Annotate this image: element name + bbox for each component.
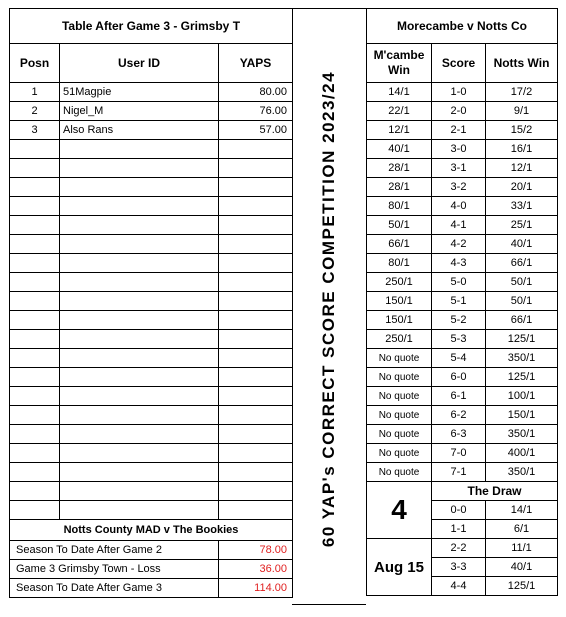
odds-row xyxy=(367,159,558,178)
score-cell: 2-0 xyxy=(432,102,486,121)
odds-row xyxy=(367,254,558,273)
score-cell: 6-1 xyxy=(432,387,486,406)
home-win-odds: 12/1 xyxy=(367,121,432,140)
summary-row xyxy=(10,579,293,598)
user-id-cell: Also Rans xyxy=(60,121,219,140)
empty-row xyxy=(10,387,293,406)
summary-value: 114.00 xyxy=(219,579,293,598)
empty-row xyxy=(10,311,293,330)
user-id-cell: 51Magpie xyxy=(60,83,219,102)
home-win-odds: 50/1 xyxy=(367,216,432,235)
draw-odds: 40/1 xyxy=(486,558,558,577)
odds-row xyxy=(367,292,558,311)
empty-cell xyxy=(60,425,219,444)
summary-label: Season To Date After Game 2 xyxy=(10,541,219,560)
score-cell: 7-0 xyxy=(432,444,486,463)
empty-row xyxy=(10,463,293,482)
header-away-win: Notts Win xyxy=(486,44,558,83)
empty-cell xyxy=(10,159,60,178)
away-win-odds: 66/1 xyxy=(486,311,558,330)
draw-score: 1-1 xyxy=(432,520,486,539)
odds-table xyxy=(366,8,558,596)
odds-row xyxy=(367,121,558,140)
empty-cell xyxy=(60,463,219,482)
draw-score: 0-0 xyxy=(432,501,486,520)
away-win-odds: 100/1 xyxy=(486,387,558,406)
header-score: Score xyxy=(432,44,486,83)
table-row xyxy=(10,121,293,140)
header-home-win: M'cambe Win xyxy=(367,44,432,83)
home-win-odds: 250/1 xyxy=(367,273,432,292)
home-win-odds: 80/1 xyxy=(367,197,432,216)
empty-cell xyxy=(60,311,219,330)
home-win-odds: 28/1 xyxy=(367,178,432,197)
empty-cell xyxy=(219,254,293,273)
empty-row xyxy=(10,482,293,501)
odds-row xyxy=(367,140,558,159)
home-win-odds: 66/1 xyxy=(367,235,432,254)
empty-cell xyxy=(219,311,293,330)
header-yaps: YAPS xyxy=(219,44,293,83)
table-row xyxy=(10,102,293,121)
empty-cell xyxy=(219,178,293,197)
score-cell: 7-1 xyxy=(432,463,486,482)
empty-cell xyxy=(219,159,293,178)
away-win-odds: 50/1 xyxy=(486,292,558,311)
score-cell: 5-0 xyxy=(432,273,486,292)
empty-cell xyxy=(10,482,60,501)
empty-row xyxy=(10,216,293,235)
score-cell: 4-1 xyxy=(432,216,486,235)
home-win-odds: 80/1 xyxy=(367,254,432,273)
away-win-odds: 17/2 xyxy=(486,83,558,102)
score-cell: 6-3 xyxy=(432,425,486,444)
empty-cell xyxy=(219,330,293,349)
empty-cell xyxy=(219,140,293,159)
empty-cell xyxy=(219,273,293,292)
odds-row xyxy=(367,311,558,330)
draw-score: 4-4 xyxy=(432,577,486,596)
competition-banner xyxy=(292,8,366,605)
empty-cell xyxy=(10,235,60,254)
score-cell: 5-1 xyxy=(432,292,486,311)
empty-cell xyxy=(10,501,60,520)
bookies-section-title: Notts County MAD v The Bookies xyxy=(10,520,293,541)
empty-row xyxy=(10,254,293,273)
odds-row xyxy=(367,463,558,482)
user-id-cell: Nigel_M xyxy=(60,102,219,121)
table-row xyxy=(10,83,293,102)
empty-cell xyxy=(60,406,219,425)
position-cell: 1 xyxy=(10,83,60,102)
empty-cell xyxy=(60,330,219,349)
empty-cell xyxy=(60,482,219,501)
away-win-odds: 33/1 xyxy=(486,197,558,216)
empty-row xyxy=(10,197,293,216)
empty-cell xyxy=(60,273,219,292)
position-cell: 2 xyxy=(10,102,60,121)
empty-cell xyxy=(10,425,60,444)
empty-row xyxy=(10,406,293,425)
empty-cell xyxy=(219,425,293,444)
draw-title: The Draw xyxy=(432,482,558,501)
odds-row xyxy=(367,273,558,292)
score-cell: 5-4 xyxy=(432,349,486,368)
odds-row xyxy=(367,425,558,444)
away-win-odds: 25/1 xyxy=(486,216,558,235)
away-win-odds: 350/1 xyxy=(486,349,558,368)
away-win-odds: 12/1 xyxy=(486,159,558,178)
away-win-odds: 9/1 xyxy=(486,102,558,121)
score-cell: 3-0 xyxy=(432,140,486,159)
yaps-cell: 80.00 xyxy=(219,83,293,102)
score-cell: 5-2 xyxy=(432,311,486,330)
empty-cell xyxy=(219,406,293,425)
empty-row xyxy=(10,273,293,292)
away-win-odds: 125/1 xyxy=(486,330,558,349)
empty-cell xyxy=(10,254,60,273)
empty-cell xyxy=(10,349,60,368)
empty-row xyxy=(10,292,293,311)
empty-cell xyxy=(219,197,293,216)
away-win-odds: 50/1 xyxy=(486,273,558,292)
banner-title: 60 YAP's CORRECT SCORE COMPETITION 2023/24 xyxy=(319,70,338,548)
away-win-odds: 350/1 xyxy=(486,425,558,444)
empty-cell xyxy=(60,349,219,368)
empty-cell xyxy=(219,463,293,482)
empty-cell xyxy=(60,387,219,406)
odds-row xyxy=(367,387,558,406)
empty-cell xyxy=(60,501,219,520)
empty-row xyxy=(10,330,293,349)
odds-row xyxy=(367,330,558,349)
home-win-odds: No quote xyxy=(367,406,432,425)
yaps-cell: 57.00 xyxy=(219,121,293,140)
empty-row xyxy=(10,501,293,520)
draw-score: 3-3 xyxy=(432,558,486,577)
score-cell: 2-1 xyxy=(432,121,486,140)
score-cell: 4-0 xyxy=(432,197,486,216)
empty-cell xyxy=(219,387,293,406)
odds-row xyxy=(367,406,558,425)
empty-cell xyxy=(10,273,60,292)
empty-cell xyxy=(10,406,60,425)
away-win-odds: 15/2 xyxy=(486,121,558,140)
away-win-odds: 150/1 xyxy=(486,406,558,425)
empty-row xyxy=(10,425,293,444)
empty-row xyxy=(10,368,293,387)
summary-label: Game 3 Grimsby Town - Loss xyxy=(10,560,219,579)
header-posn: Posn xyxy=(10,44,60,83)
home-win-odds: 150/1 xyxy=(367,292,432,311)
draw-row xyxy=(367,539,558,558)
draw-score: 2-2 xyxy=(432,539,486,558)
empty-cell xyxy=(10,368,60,387)
home-win-odds: 250/1 xyxy=(367,330,432,349)
score-cell: 1-0 xyxy=(432,83,486,102)
empty-cell xyxy=(60,140,219,159)
away-win-odds: 350/1 xyxy=(486,463,558,482)
home-win-odds: 22/1 xyxy=(367,102,432,121)
score-cell: 6-2 xyxy=(432,406,486,425)
empty-row xyxy=(10,178,293,197)
home-win-odds: No quote xyxy=(367,425,432,444)
league-table xyxy=(9,8,293,598)
odds-row xyxy=(367,216,558,235)
away-win-odds: 400/1 xyxy=(486,444,558,463)
score-cell: 4-3 xyxy=(432,254,486,273)
odds-row xyxy=(367,102,558,121)
empty-row xyxy=(10,140,293,159)
summary-label: Season To Date After Game 3 xyxy=(10,579,219,598)
empty-row xyxy=(10,349,293,368)
empty-row xyxy=(10,159,293,178)
empty-cell xyxy=(219,216,293,235)
empty-cell xyxy=(60,216,219,235)
empty-cell xyxy=(10,311,60,330)
empty-cell xyxy=(60,197,219,216)
empty-row xyxy=(10,235,293,254)
empty-cell xyxy=(219,444,293,463)
position-cell: 3 xyxy=(10,121,60,140)
empty-cell xyxy=(60,292,219,311)
empty-cell xyxy=(10,444,60,463)
away-win-odds: 20/1 xyxy=(486,178,558,197)
home-win-odds: No quote xyxy=(367,463,432,482)
home-win-odds: 150/1 xyxy=(367,311,432,330)
header-user-id: User ID xyxy=(60,44,219,83)
empty-cell xyxy=(219,368,293,387)
away-win-odds: 40/1 xyxy=(486,235,558,254)
score-cell: 5-3 xyxy=(432,330,486,349)
odds-row xyxy=(367,178,558,197)
odds-row xyxy=(367,197,558,216)
score-cell: 3-1 xyxy=(432,159,486,178)
draw-odds: 125/1 xyxy=(486,577,558,596)
empty-cell xyxy=(219,235,293,254)
empty-cell xyxy=(219,349,293,368)
summary-row xyxy=(10,560,293,579)
empty-cell xyxy=(219,482,293,501)
empty-cell xyxy=(60,254,219,273)
away-win-odds: 66/1 xyxy=(486,254,558,273)
draw-odds: 6/1 xyxy=(486,520,558,539)
empty-cell xyxy=(10,463,60,482)
empty-cell xyxy=(10,292,60,311)
score-cell: 4-2 xyxy=(432,235,486,254)
empty-cell xyxy=(60,235,219,254)
match-date: Aug 15 xyxy=(367,539,432,596)
empty-cell xyxy=(60,178,219,197)
home-win-odds: 14/1 xyxy=(367,83,432,102)
empty-cell xyxy=(10,330,60,349)
odds-row xyxy=(367,235,558,254)
home-win-odds: No quote xyxy=(367,349,432,368)
score-cell: 6-0 xyxy=(432,368,486,387)
odds-row xyxy=(367,368,558,387)
empty-cell xyxy=(60,159,219,178)
match-title: Morecambe v Notts Co xyxy=(367,9,558,44)
odds-row xyxy=(367,83,558,102)
game-number: 4 xyxy=(367,482,432,539)
empty-cell xyxy=(60,444,219,463)
draw-odds: 11/1 xyxy=(486,539,558,558)
league-table-title: Table After Game 3 - Grimsby T xyxy=(10,9,293,44)
empty-cell xyxy=(10,387,60,406)
score-cell: 3-2 xyxy=(432,178,486,197)
away-win-odds: 16/1 xyxy=(486,140,558,159)
summary-row xyxy=(10,541,293,560)
odds-row xyxy=(367,444,558,463)
empty-cell xyxy=(219,501,293,520)
odds-row xyxy=(367,349,558,368)
empty-cell xyxy=(219,292,293,311)
home-win-odds: No quote xyxy=(367,444,432,463)
home-win-odds: 28/1 xyxy=(367,159,432,178)
empty-cell xyxy=(10,140,60,159)
home-win-odds: No quote xyxy=(367,387,432,406)
yaps-cell: 76.00 xyxy=(219,102,293,121)
away-win-odds: 125/1 xyxy=(486,368,558,387)
draw-odds: 14/1 xyxy=(486,501,558,520)
empty-row xyxy=(10,444,293,463)
summary-value: 36.00 xyxy=(219,560,293,579)
summary-value: 78.00 xyxy=(219,541,293,560)
empty-cell xyxy=(10,197,60,216)
empty-cell xyxy=(60,368,219,387)
home-win-odds: 40/1 xyxy=(367,140,432,159)
empty-cell xyxy=(10,178,60,197)
home-win-odds: No quote xyxy=(367,368,432,387)
empty-cell xyxy=(10,216,60,235)
